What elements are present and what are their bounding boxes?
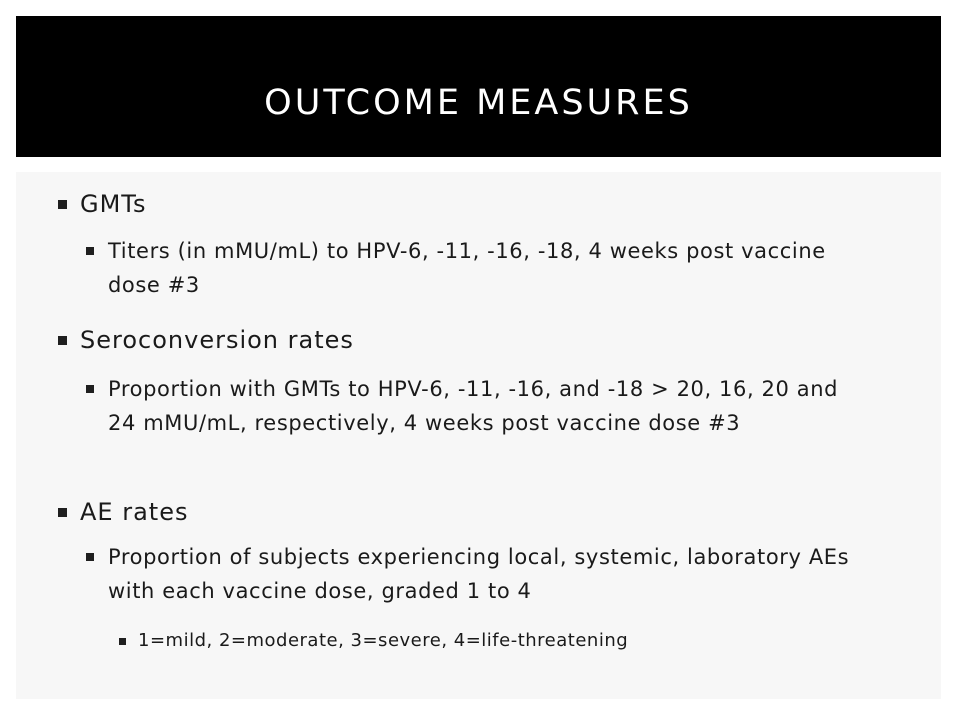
bullet-text: AE rates	[80, 498, 189, 526]
square-bullet-icon	[119, 638, 126, 645]
bullet-item-titers	[108, 234, 853, 302]
bullet-text: Proportion of subjects experiencing local, systemic, laboratory AEs with each vaccine dose, graded 1 to 4	[108, 545, 850, 603]
bullet-item-ae-rates	[80, 497, 920, 527]
bullet-text: GMTs	[80, 190, 147, 218]
bullet-item-proportion-gmts	[108, 372, 868, 440]
slide-title: OUTCOME MEASURES	[264, 83, 693, 123]
bullet-text: Titers (in mMU/mL) to HPV-6, -11, -16, -18, 4 weeks post vaccine dose #3	[108, 239, 826, 297]
bullet-item-gmts	[80, 189, 920, 219]
square-bullet-icon	[86, 553, 94, 561]
bullet-item-proportion-subjects	[108, 540, 868, 608]
square-bullet-icon	[58, 336, 67, 345]
bullet-item-grades	[138, 629, 898, 653]
title-bar	[16, 16, 941, 157]
square-bullet-icon	[86, 247, 94, 255]
bullet-text: 1=mild, 2=moderate, 3=severe, 4=life-threatening	[138, 630, 629, 651]
square-bullet-icon	[86, 385, 94, 393]
square-bullet-icon	[58, 508, 67, 517]
bullet-text: Proportion with GMTs to HPV-6, -11, -16, and -18 > 20, 16, 20 and 24 mMU/mL, respectively, 4 weeks post vaccine dose #3	[108, 377, 839, 435]
square-bullet-icon	[58, 200, 67, 209]
bullet-item-seroconversion	[80, 325, 920, 355]
bullet-text: Seroconversion rates	[80, 326, 354, 354]
